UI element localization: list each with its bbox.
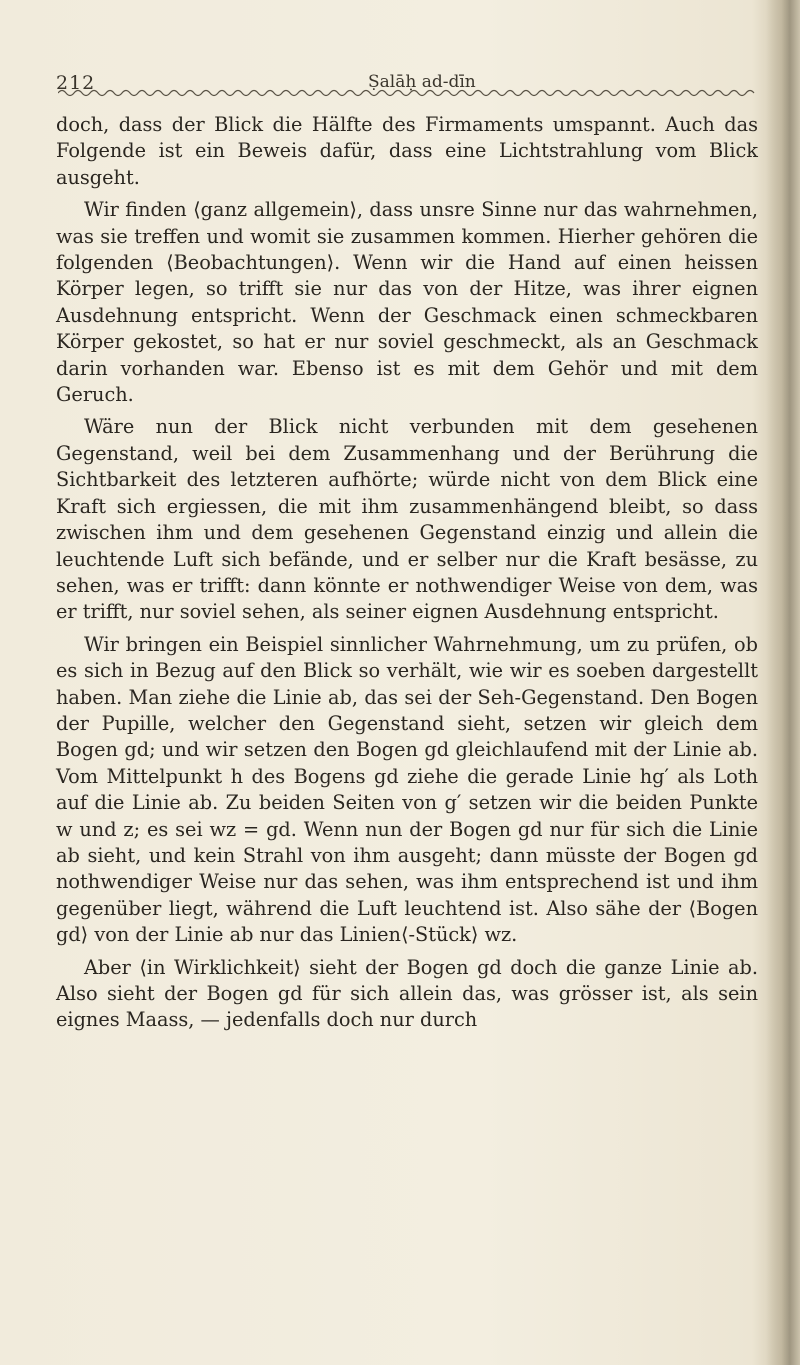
running-title: Ṣalāḥ ad-dīn: [368, 72, 476, 92]
page-edge-shadow: [766, 0, 800, 1365]
wavy-header-rule: [58, 86, 758, 100]
page-number: 212: [56, 72, 96, 94]
body-text: [56, 112, 758, 1040]
paragraph: Wäre nun der Blick nicht verbunden mit dem gesehenen Gegenstand, weil bei dem Zusammenhang und der Berührung die Sichtbarkeit des letzteren aufhörte; würde nicht von dem Blick eine Kraft sich ergiessen, die mit ihm zusammenhängend bleibt, so dass zwischen ihm und dem gesehenen Gegenstand einzig und allein die leuchtende Luft sich befände, und er selber nur die Kraft besässe, zu sehen, was er trifft: dann könnte er nothwendiger Weise von dem, was er trifft, nur soviel sehen, als seiner eignen Ausdehnung entspricht.: [56, 415, 758, 624]
paragraph: doch, dass der Blick die Hälfte des Firmaments umspannt. Auch das Folgende ist ein Beweis dafür, dass eine Lichtstrahlung vom Blick ausgeht.: [56, 113, 758, 189]
paragraph: Wir bringen ein Beispiel sinnlicher Wahrnehmung, um zu prüfen, ob es sich in Bezug auf den Blick so verhält, wie wir es soeben dargestellt haben. Man ziehe die Linie ab, das sei der Seh-Gegenstand. Den Bogen der Pupille, welcher den Gegenstand sieht, setzen wir gleich dem Bogen gd; und wir setzen den Bogen gd gleichlaufend mit der Linie ab. Vom Mittelpunkt h des Bogens gd ziehe die gerade Linie hg′ als Loth auf die Linie ab. Zu beiden Seiten von g′ setzen wir die beiden Punkte w und z; es sei wz = gd. Wenn nun der Bogen gd nur für sich die Linie ab sieht, und kein Strahl von ihm ausgeht; dann müsste der Bogen gd nothwendiger Weise nur das sehen, was ihm entsprechend ist und ihm gegenüber liegt, während die Luft leuchtend ist. Also sähe der ⟨Bogen gd⟩ von der Linie ab nur das Linien⟨-Stück⟩ wz.: [56, 632, 758, 947]
paragraph: Wir finden ⟨ganz allgemein⟩, dass unsre Sinne nur das wahrnehmen, was sie treffen und womit sie zusammen kommen. Hierher gehören die folgenden ⟨Beobachtungen⟩. Wenn wir die Hand auf einen heissen Körper legen, so trifft sie nur das von der Hitze, was ihrer eignen Ausdehnung entspricht. Wenn der Geschmack einen schmeckbaren Körper gekostet, so hat er nur soviel geschmeckt, als an Geschmack darin vorhanden war. Ebenso ist es mit dem Gehör und mit dem Geruch.: [56, 198, 758, 407]
paragraph: Aber ⟨in Wirklichkeit⟩ sieht der Bogen gd doch die ganze Linie ab. Also sieht der Bogen gd für sich allein das, was grösser ist, als sein eignes Maass, — jedenfalls doch nur durch: [56, 955, 758, 1032]
